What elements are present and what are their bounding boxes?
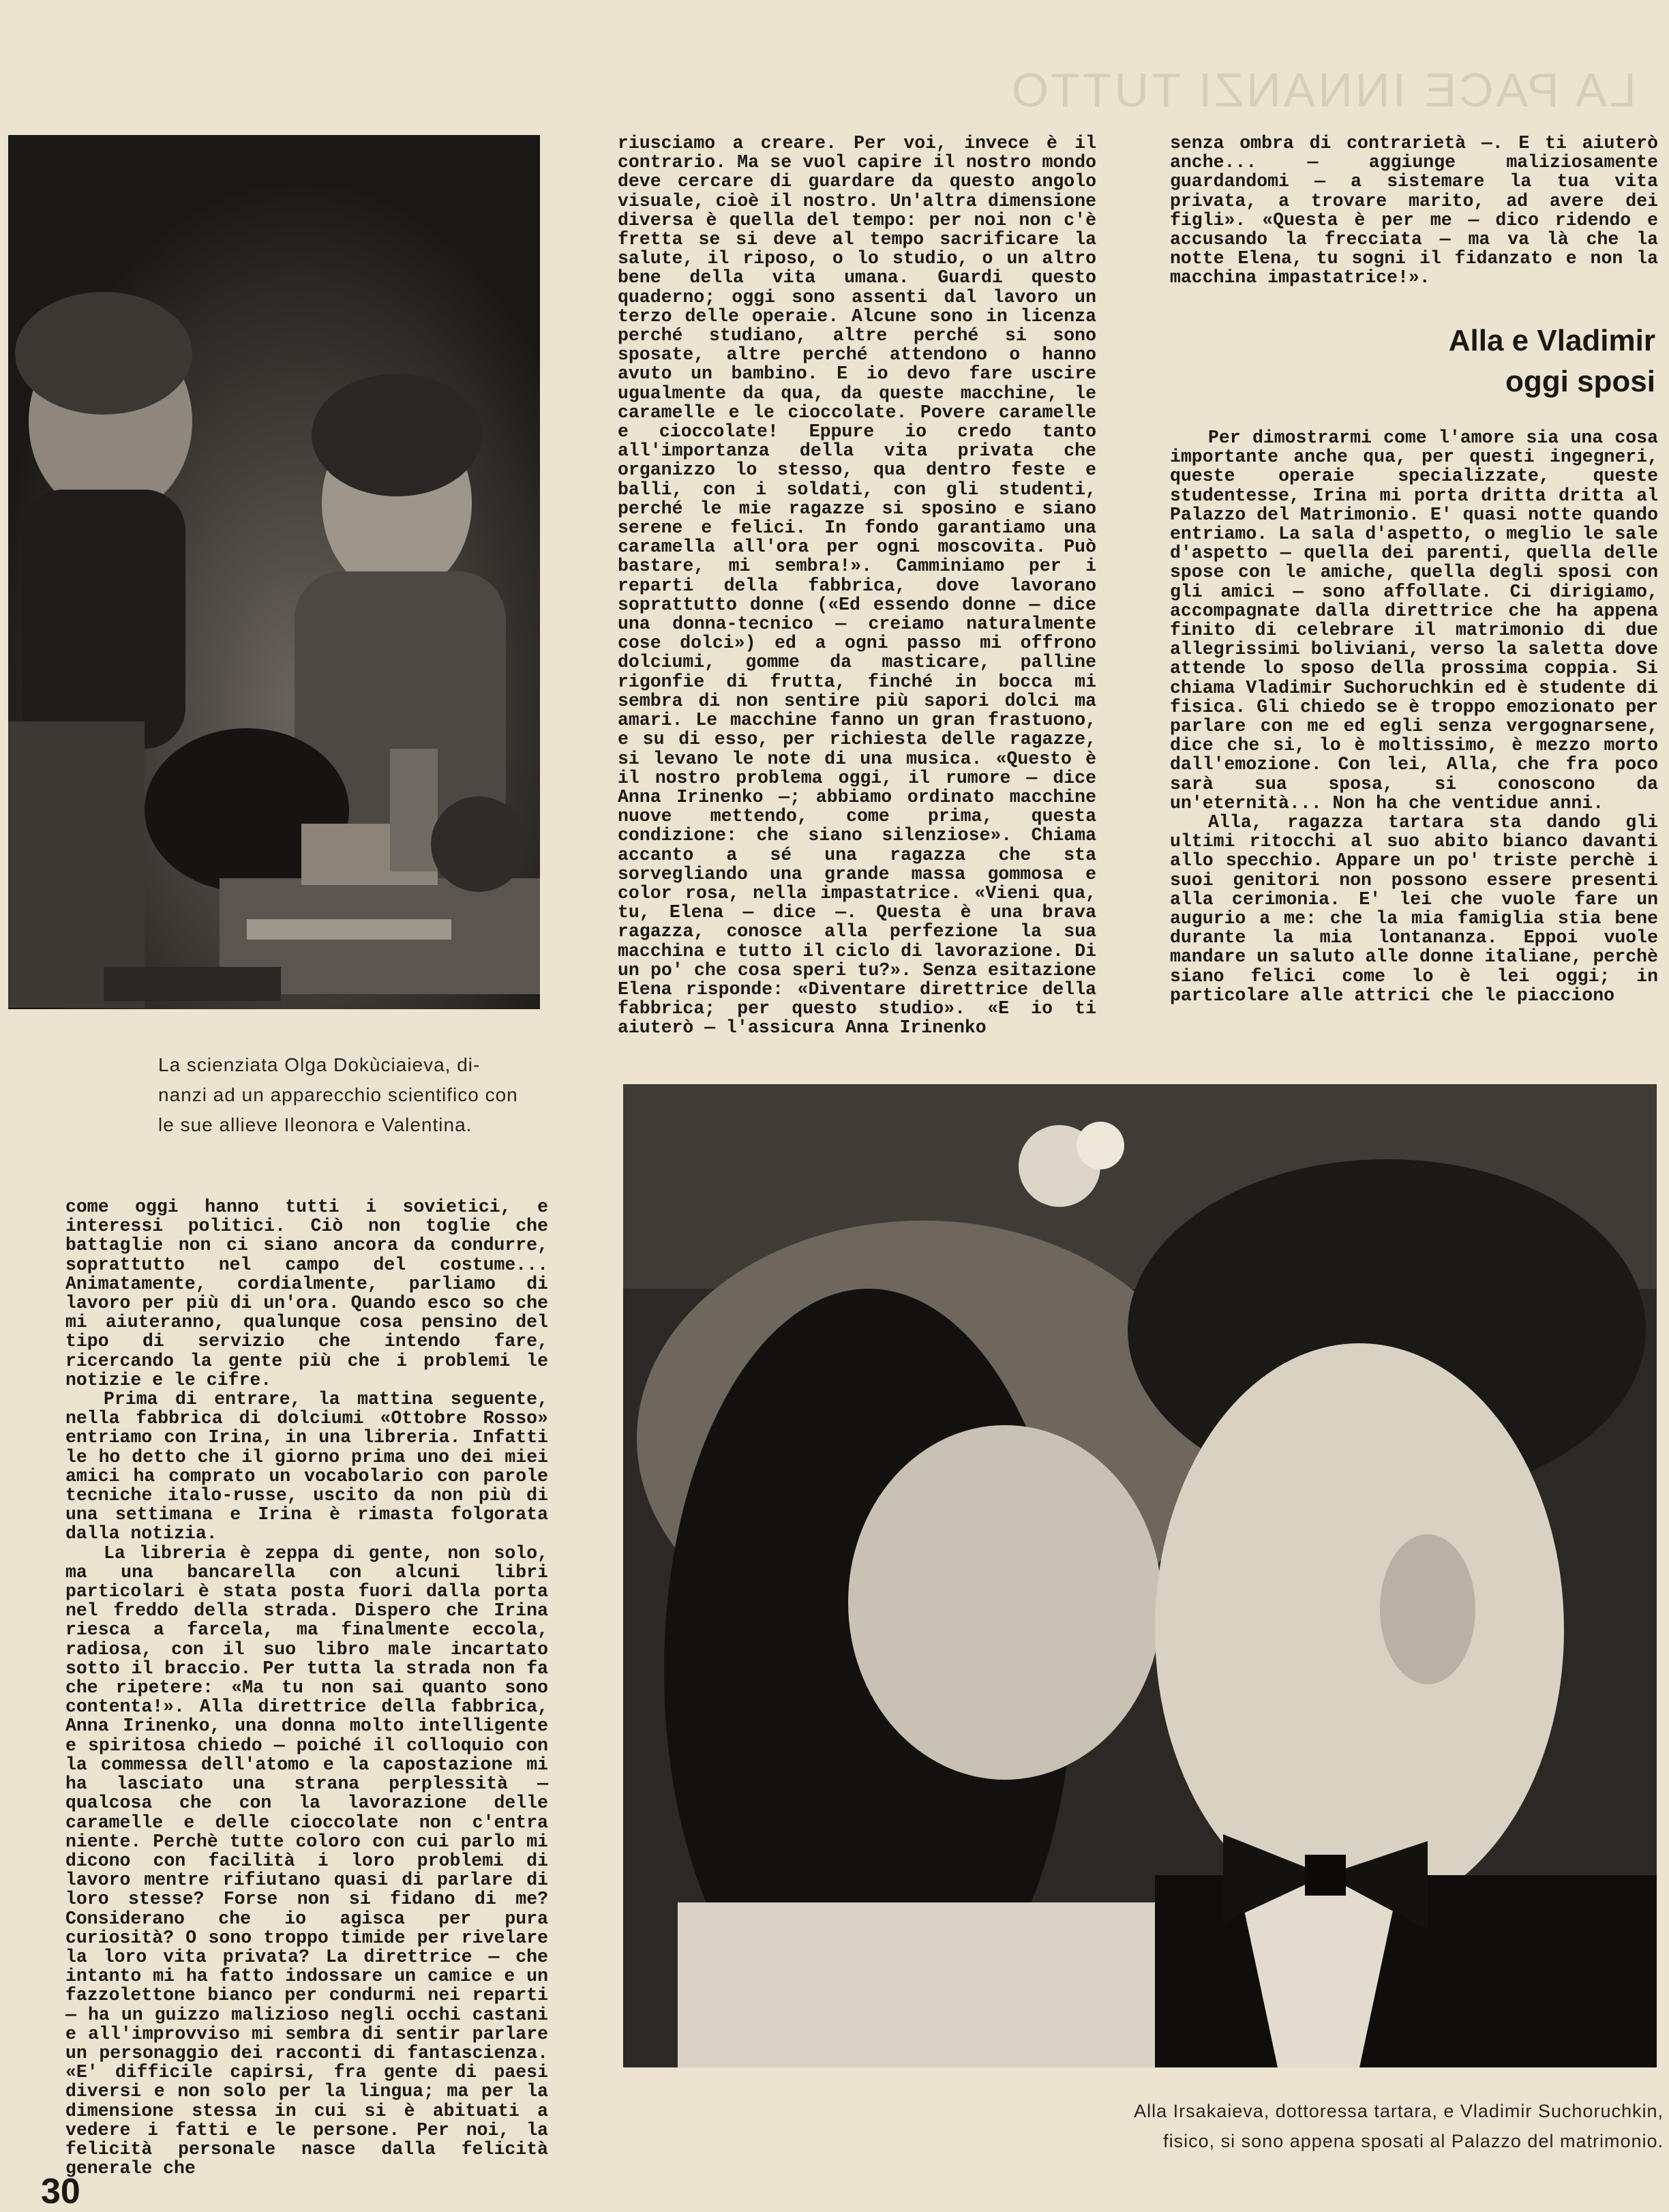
- section-heading-line: Alla e Vladimir: [1448, 324, 1655, 357]
- paragraph: senza ombra di contrarietà —. E ti aiuterò anche... — aggiunge maliziosamente guardandomi — a sistemare la tua vita privata, a trovare marito, ad avere dei figli». «Questa è per me — dico ridendo e accusando la frecciata — ma va là che la notte Elena, tu sogni il fidanzato e non la macchina impastatrice!».: [1170, 133, 1658, 288]
- photo-wedding-kiss: [623, 1084, 1657, 2067]
- section-heading-line: oggi sposi: [1505, 365, 1655, 398]
- photo-wedding-illustration: [623, 1084, 1657, 2067]
- paragraph: Alla, ragazza tartara sta dando gli ultimi ritocchi al suo abito bianco davanti allo specchio. Appare un po' triste perchè i suoi genitori non possono essere presenti alla cerimonia. E' lei che vuole fare un augurio a me: che la mia famiglia stia bene durante la mia lontananza. Eppoi vuole mandare un saluto alle donne italiane, perchè siano felici come lo è lei oggi; in particolare alle attrici che le piacciono: [1170, 812, 1658, 1006]
- photo-scientist-and-students: [8, 135, 540, 1009]
- caption-line: nanzi ad un apparecchio scientifico con: [158, 1084, 518, 1105]
- article-column-left: [65, 1197, 548, 2179]
- caption-wedding: [1064, 2096, 1664, 2156]
- caption-line: Alla Irsakaieva, dottoressa tartara, e Vladimir Suchoruchkin,: [1134, 2101, 1664, 2121]
- paragraph: La libreria è zeppa di gente, non solo, ma una bancarella con alcuni libri particolari è stata posta fuori dalla porta nel freddo della strada. Dispero che Irina riesca a farcela, ma finalmente eccola, radiosa, con il suo libro male incartato sotto il braccio. Per tutta la strada non fa che ripetere: «Ma tu non sai quanto sono contenta!». Alla direttrice della fabbrica, Anna Irinenko, una donna molto intelligente e spiritosa chiedo — poiché il colloquio con la commessa dell'atomo e la capostazione mi ha lasciato una strana perplessità — qualcosa che con la lavorazione delle caramelle e delle cioccolate non c'entra niente. Perchè tutte coloro con cui parlo mi dicono con facilità i loro problemi di lavoro mentre rifiutano quasi di parlare di loro stesse? Forse non si fidano di me? Considerano che io agisca per pura curiosità? O sono troppo timide per rivelare la loro vita privata? La direttrice — che intanto mi ha fatto indossare un camice e un fazzolettone bianco per condurmi nei reparti — ha un guizzo malizioso negli occhi castani e all'improvviso mi sembra di sentir parlare un personaggio dei racconti di fantascienza. «E' difficile capirsi, fra gente di paesi diversi e non solo per la lingua; ma per la dimensione stessa in cui si è abituati a vedere i fatti e le persone. Per noi, la felicità personale nasce dalla felicità generale che: [65, 1542, 548, 2179]
- caption-line: le sue allieve Ileonora e Valentina.: [158, 1114, 472, 1135]
- article-column-middle: [618, 133, 1096, 1038]
- caption-scientist: [158, 1050, 547, 1140]
- page-number: 30: [41, 2172, 80, 2211]
- paragraph: Per dimostrarmi come l'amore sia una cosa importante anche qua, per questi ingegneri, queste operaie specializzate, queste studentesse, Irina mi porta dritta dritta al Palazzo del Matrimonio. E' quasi notte quando entriamo. La sala d'aspetto, o meglio le sale d'aspetto — quella dei parenti, quella delle spose con le amiche, quella degli sposi con gli amici — sono affollate. Ci dirigiamo, accompagnate dalla direttrice che ha appena finito di celebrare il matrimonio di due allegrissimi boliviani, verso la saletta dove attende lo sposo della prossima coppia. Si chiama Vladimir Suchoruchkin ed è studente di fisica. Gli chiedo se è troppo emozionato per parlare con me ed egli senza vergognarsene, dice che si, lo è moltissimo, è mezzo morto dall'emozione. Con lei, Alla, che fra poco sarà sua sposa, si conoscono da un'eternità... Non ha che ventidue anni.: [1170, 428, 1658, 813]
- caption-line: fisico, si sono appena sposati al Palazzo del matrimonio.: [1163, 2131, 1664, 2151]
- article-column-right: [1170, 428, 1658, 1015]
- photo-scientist-illustration: [8, 135, 540, 1009]
- paragraph: riusciamo a creare. Per voi, invece è il contrario. Ma se vuol capire il nostro mondo deve cercare di guardare da questo angolo visuale, cioè il nostro. Un'altra dimensione diversa è quella del tempo: per noi non c'è fretta se si deve al tempo sacrificare la salute, il riposo, o lo studio, o un altro bene della vita umana. Guardi questo quaderno; oggi sono assenti dal lavoro un terzo delle operaie. Alcune sono in licenza perché studiano, altre perché si sono sposate, altre perché attendono o hanno avuto un bambino. E io devo fare uscire ugualmente da qua, da queste macchine, le caramelle e le cioccolate. Povere caramelle e cioccolate! Eppure io credo tanto all'importanza della vita privata che organizzo lo stesso, qua dentro feste e balli, con i soldati, con gli studenti, perché le mie ragazze si sposino e siano serene e felici. In fondo garantiamo una caramella all'ora per ogni moscovita. Può bastare, mi sembra!». Camminiamo per i reparti della fabbrica, dove lavorano soprattutto donne («Ed essendo donne — dice una donna-tecnico — creiamo naturalmente cose dolci») ed a ogni passo mi offrono dolciumi, gomme da masticare, palline rigonfie di frutta, finché in bocca mi sembra di non sentire più sapori dolci ma amari. Le macchine fanno un gran frastuono, e su di esso, per richiesta delle ragazze, si levano le note di una musica. «Questo è il nostro problema oggi, il rumore — dice Anna Irinenko —; abbiamo ordinato macchine nuove mettendo, come prima, questa condizione: che siano silenziose». Chiama accanto a sé una ragazza che sta sorvegliando una grande massa gommosa e color rosa, nella impastatrice. «Vieni qua, tu, Elena — dice —. Questa è una brava ragazza, conosce alla perfezione la sua macchina e tutto il ciclo di lavorazione. Di un po' che cosa speri tu?». Senza esitazione Elena risponde: «Diventare direttrice della fabbrica; per questo studio». «E io ti aiuterò — l'assicura Anna Irinenko: [618, 133, 1096, 1038]
- article-column-right-top: [1170, 133, 1658, 288]
- caption-line: La scienziata Olga Dokùciaieva, di-: [158, 1054, 481, 1075]
- paragraph: come oggi hanno tutti i sovietici, e interessi politici. Ciò non toglie che battaglie non ci siano ancora da condurre, soprattutto nel campo del costume... Animatamente, cordialmente, parliamo di lavoro per più di un'ora. Quando esco so che mi aiuteranno, qualunque cosa pensino del tipo di servizio che intendo fare, ricercando la gente più che i problemi le notizie e le cifre.: [65, 1197, 548, 1390]
- show-through-header: LA PACE INNANZI TUTTO: [1008, 63, 1636, 117]
- paragraph: Prima di entrare, la mattina seguente, nella fabbrica di dolciumi «Ottobre Rosso» entriamo con Irina, in una libreria. Infatti le ho detto che il giorno prima uno dei miei amici ha comprato un vocabolario con parole tecniche italo-russe, uscito da non più di una settimana e Irina è rimasta folgorata dalla notizia.: [65, 1389, 548, 1544]
- section-heading: [1170, 320, 1655, 402]
